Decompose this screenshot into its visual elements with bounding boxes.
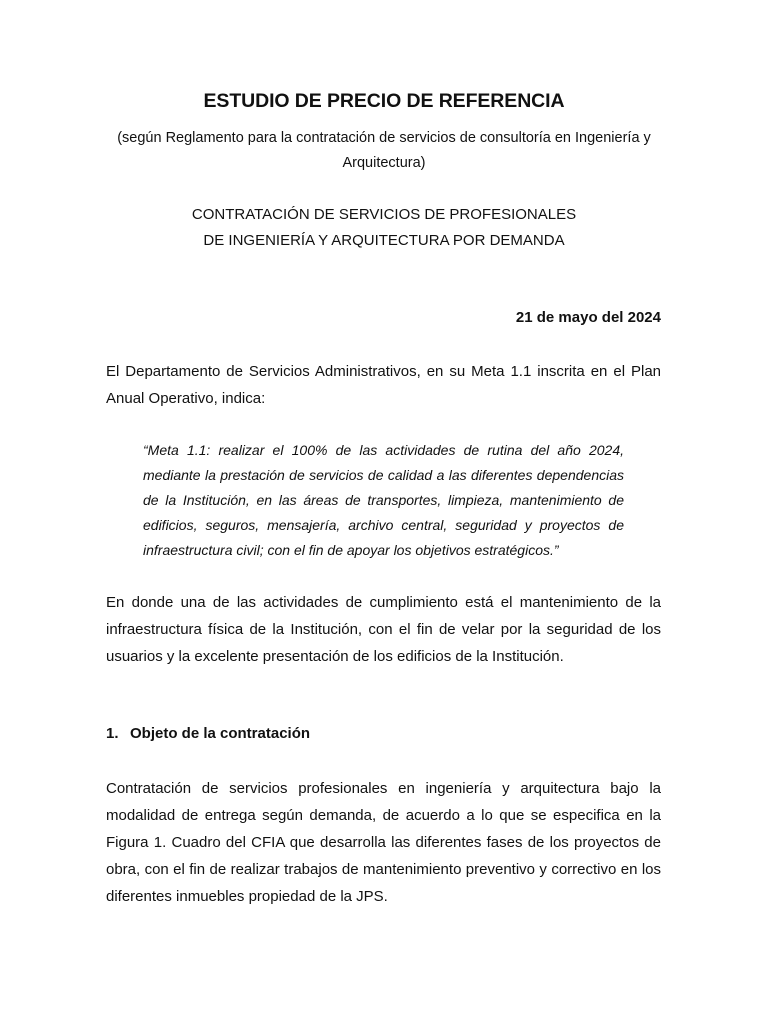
- context-paragraph: En donde una de las actividades de cumplimiento está el mantenimiento de la infraestructura física de la Institución, con el fin de velar por la seguridad de los usuarios y la excelente presentación de los edificios de la Institución.: [106, 594, 661, 665]
- section-number: 1.: [106, 725, 119, 742]
- contract-line-1: CONTRATACIÓN DE SERVICIOS DE PROFESIONALES: [191, 206, 577, 223]
- contract-line-2: DE INGENIERÍA Y ARQUITECTURA POR DEMANDA: [203, 232, 565, 249]
- section-paragraph: Contratación de servicios profesionales en ingeniería y arquitectura bajo la modalidad de entrega según demanda, de acuerdo a lo que se especifica en la Figura 1. Cuadro del CFIA que desarrolla las diferentes fases de los proyectos de obra, con el fin de realizar trabajos de mantenimiento preventivo y correctivo en los diferentes inmuebles propiedad de la JPS.: [106, 780, 661, 905]
- contract-name: [0, 202, 768, 254]
- section-title: Objeto de la contratación: [130, 725, 311, 742]
- section-heading: [106, 725, 310, 742]
- document-date: 21 de mayo del 2024: [515, 309, 661, 326]
- document-title: ESTUDIO DE PRECIO DE REFERENCIA: [203, 90, 565, 112]
- document-subtitle: (según Reglamento para la contratación de servicios de consultoría en Ingeniería y Arquitectura): [117, 130, 651, 171]
- goal-quote: “Meta 1.1: realizar el 100% de las actividades de rutina del año 2024, mediante la prestación de servicios de calidad a las diferentes dependencias de la Institución, en las áreas de transportes, limpieza, mantenimiento de edificios, seguros, mensajería, archivo central, seguridad y proyectos de infraestructura civil; con el fin de apoyar los objetivos estratégicos.”: [143, 442, 624, 558]
- intro-paragraph: El Departamento de Servicios Administrativos, en su Meta 1.1 inscrita en el Plan Anual Operativo, indica:: [106, 363, 661, 407]
